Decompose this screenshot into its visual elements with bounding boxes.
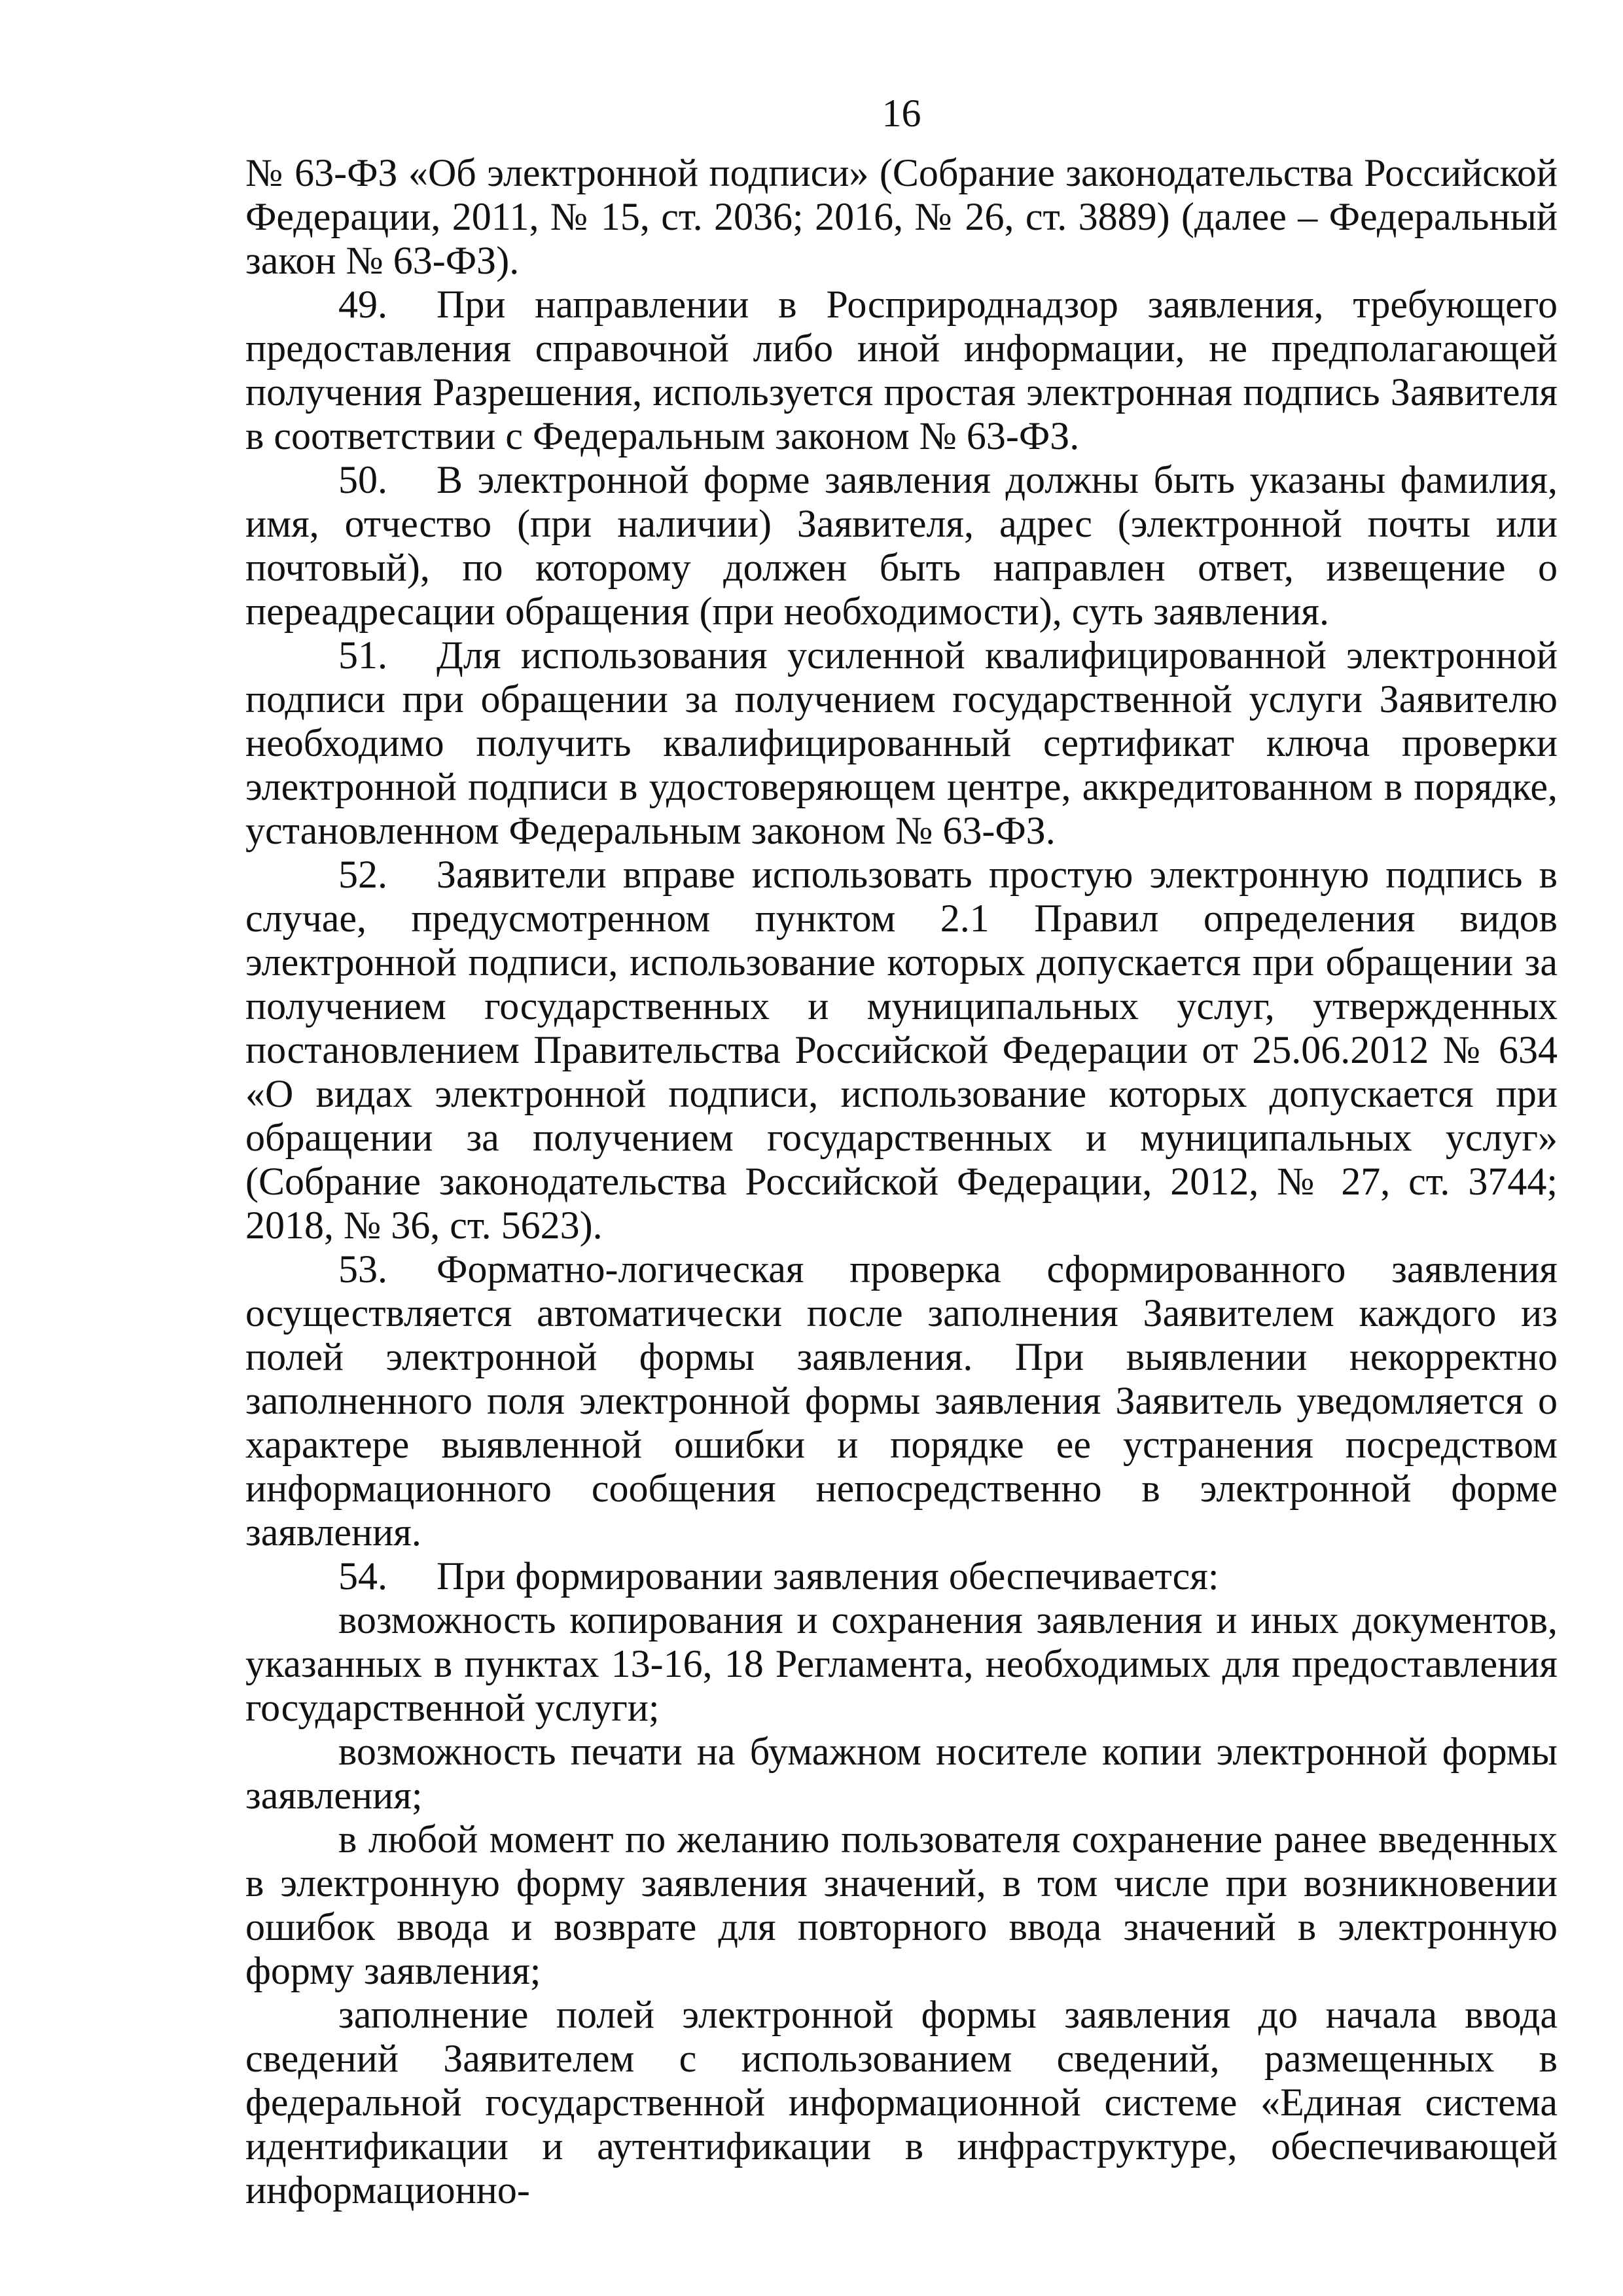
paragraph-text: № 63-ФЗ «Об электронной подписи» (Собрание законодательства Российской Федерации, 2011, № 15, ст. 2036; 2016, № 26, ст. 3889) (далее – Федеральный закон № 63-ФЗ). [245,151,1558,282]
paragraph-text: Для использования усиленной квалифицированной электронной подписи при обращении за получением государственной услуги Заявителю необходимо получить квалифицированный сертификат ключа проверки электронной подписи в удостоверяющем центре, аккредитованном в порядке, установленном Федеральным законом № 63-ФЗ. [245,634,1558,852]
paragraph-54-item [245,1993,1558,2212]
paragraph-50 [245,458,1558,634]
paragraph-51 [245,634,1558,853]
paragraph-text: При направлении в Росприроднадзор заявления, требующего предоставления справочной либо иной информации, не предполагающей получения Разрешения, используется простая электронная подпись Заявителя в соответствии с Федеральным законом № 63-ФЗ. [245,283,1558,457]
paragraph-text: заполнение полей электронной формы заявления до начала ввода сведений Заявителем с использованием сведений, размещенных в федеральной государственной информационной системе «Единая система идентификации и аутентификации в инфраструктуре, обеспечивающей информационно- [245,1993,1558,2212]
paragraph-continuation [245,151,1558,283]
paragraph-text: возможность печати на бумажном носителе копии электронной формы заявления; [245,1730,1558,1817]
paragraph-number: 51. [338,634,387,677]
paragraph-text: возможность копирования и сохранения заявления и иных документов, указанных в пунктах 13-16, 18 Регламента, необходимых для предоставления государственной услуги; [245,1598,1558,1729]
paragraph-number: 54. [338,1554,387,1598]
document-page [245,92,1558,2212]
paragraph-text: в любой момент по желанию пользователя сохранение ранее введенных в электронную форму заявления значений, в том числе при возникновении ошибок ввода и возврате для повторного ввода значений в электронную форму заявления; [245,1818,1558,1992]
paragraph-number: 50. [338,458,387,501]
paragraph-54-item [245,1818,1558,1993]
paragraph-52 [245,853,1558,1247]
paragraph-number: 53. [338,1247,387,1291]
paragraph-text: Форматно-логическая проверка сформированного заявления осуществляется автоматически после заполнения Заявителем каждого из полей электронной формы заявления. При выявлении некорректно заполненного поля электронной формы заявления Заявитель уведомляется о характере выявленной ошибки и порядке ее устранения посредством информационного сообщения непосредственно в электронной форме заявления. [245,1247,1558,1554]
paragraph-54 [245,1554,1558,1598]
paragraph-54-item [245,1730,1558,1818]
paragraph-text: Заявители вправе использовать простую электронную подпись в случае, предусмотренном пунктом 2.1 Правил определения видов электронной подписи, использование которых допускается при обращении за получением государственных и муниципальных услуг, утвержденных постановлением Правительства Российской Федерации от 25.06.2012 № 634 «О видах электронной подписи, использование которых допускается при обращении за получением государственных и муниципальных услуг» (Собрание законодательства Российской Федерации, 2012, № 27, ст. 3744; 2018, № 36, ст. 5623). [245,853,1558,1247]
page-number: 16 [882,92,921,135]
paragraph-number: 49. [338,283,387,326]
paragraph-text: В электронной форме заявления должны быть указаны фамилия, имя, отчество (при наличии) Заявителя, адрес (электронной почты или почтовый), по которому должен быть направлен ответ, извещение о переадресации обращения (при необходимости), суть заявления. [245,458,1558,633]
paragraph-53 [245,1247,1558,1554]
paragraph-text: При формировании заявления обеспечивается: [437,1554,1219,1598]
paragraph-54-item [245,1598,1558,1730]
paragraph-49 [245,283,1558,458]
paragraph-number: 52. [338,853,387,896]
